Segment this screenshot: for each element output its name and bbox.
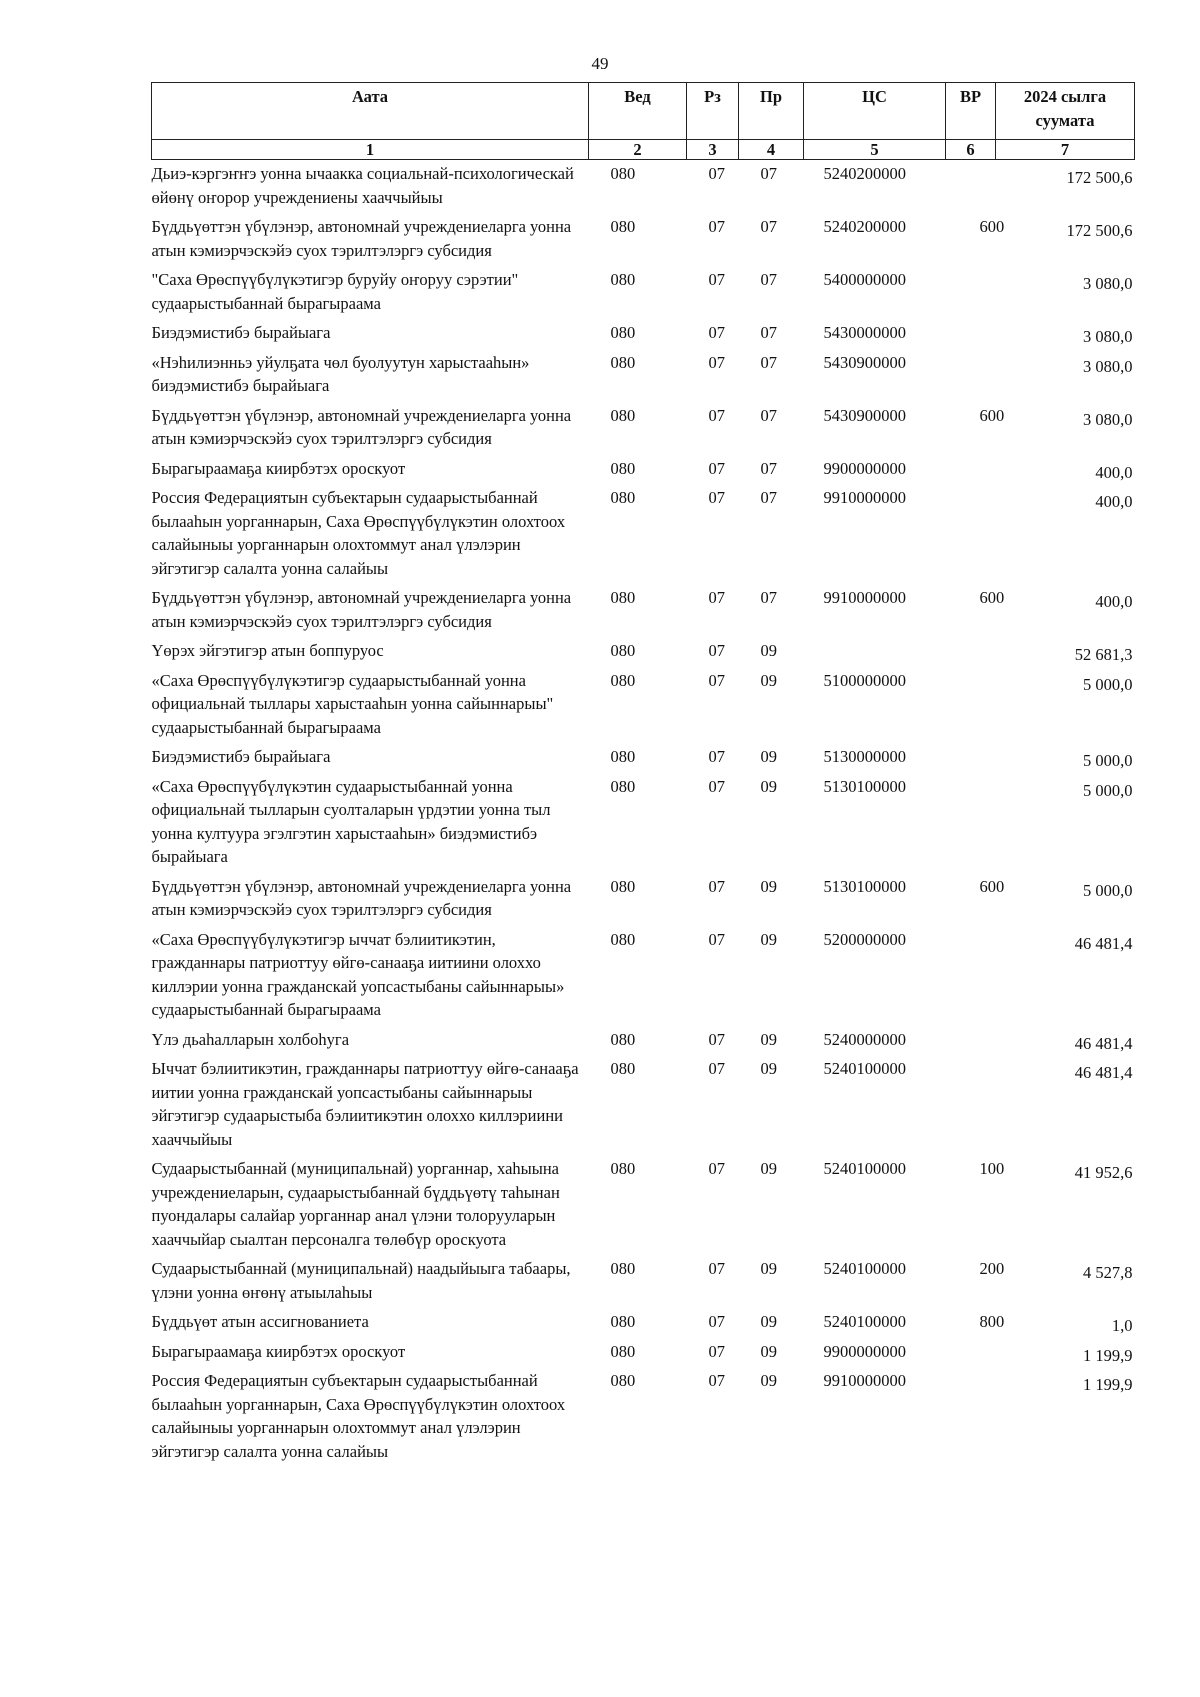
column-number: 3 <box>687 140 739 160</box>
row-cs-cell: 5240200000 <box>823 217 906 236</box>
row-sum-value: 1 199,9 <box>1083 1345 1133 1365</box>
row-name-cell: «Саха Өрөспүүбүлүкэтин судаарыстыбаннай уонна официальнай тылларын суолталарын үрдэтии уонна тыл уонна култуура эгэлгэтин харыстааһын» биэдэмистибэ бырайыага <box>151 776 551 866</box>
column-header-name: Аата <box>152 83 589 140</box>
row-cs-cell: 5130100000 <box>823 876 906 896</box>
row-pr-cell: 09 <box>760 747 777 766</box>
row-name-cell: Биэдэмистибэ бырайыага <box>151 323 331 342</box>
table-row <box>152 1367 1135 1467</box>
row-cs-cell: 5240100000 <box>823 1159 906 1178</box>
row-cs-cell: 5130000000 <box>823 747 906 766</box>
row-ved-cell: 080 <box>610 488 636 507</box>
row-ved-cell: 080 <box>610 876 636 896</box>
row-sum-value: 172 500,6 <box>1066 168 1133 187</box>
table-row <box>152 213 1135 266</box>
row-pr-cell: 07 <box>760 323 777 342</box>
row-name-cell: Дьиэ-кэргэҥҥэ уонна ычаакка социальнай-психологическай өйөнү оҥорор учреждениены хааччыйыы <box>151 164 574 207</box>
row-vr-cell <box>946 349 996 402</box>
table-row <box>152 349 1135 402</box>
row-pr-cell: 07 <box>760 270 777 289</box>
column-header-sum: 2024 сылга суумата <box>996 83 1135 140</box>
row-rz-cell: 07 <box>708 776 725 796</box>
row-cs-cell: 9900000000 <box>823 1341 906 1361</box>
row-vr-cell: 600 <box>979 588 1005 607</box>
row-rz-cell: 07 <box>708 670 725 690</box>
row-sum-cell <box>996 213 1135 266</box>
column-number: 4 <box>739 140 804 160</box>
table-row <box>152 160 1135 214</box>
column-header-pr: Пр <box>739 83 804 140</box>
row-sum-cell <box>996 484 1135 584</box>
row-sum-cell <box>996 1367 1135 1467</box>
row-rz-cell: 07 <box>708 929 725 949</box>
row-cs-cell: 9910000000 <box>823 1371 906 1390</box>
row-sum-value: 52 681,3 <box>1074 645 1133 664</box>
row-cs-cell: 5240100000 <box>823 1312 906 1331</box>
row-ved-cell: 080 <box>610 641 636 660</box>
column-number: 2 <box>589 140 687 160</box>
row-sum-value: 41 952,6 <box>1074 1163 1133 1182</box>
row-vr-cell <box>946 1026 996 1056</box>
row-sum-cell <box>996 1055 1135 1155</box>
table-row <box>152 1338 1135 1368</box>
row-ved-cell: 080 <box>610 1159 636 1178</box>
row-ved-cell: 080 <box>610 776 636 796</box>
row-sum-value: 46 481,4 <box>1074 933 1133 953</box>
row-name-cell: Бүддьүөт атын ассигнованиета <box>151 1312 369 1331</box>
column-number: 7 <box>996 140 1135 160</box>
row-sum-cell <box>996 1338 1135 1368</box>
row-vr-cell <box>946 773 996 873</box>
row-name-cell: Судаарыстыбаннай (муниципальнай) уорганнар, хаһыына учреждениеларын, судаарыстыбаннай бүддьүөтү таһынан пуондалары салайар уорганнар анал үлэни толорууларын хааччыйар сыалтан персоналга төлөбүр ороскуота <box>151 1159 560 1249</box>
row-vr-cell <box>946 455 996 485</box>
row-cs-cell: 9910000000 <box>823 488 906 507</box>
row-vr-cell <box>946 484 996 584</box>
row-rz-cell: 07 <box>708 1059 725 1078</box>
table-body <box>152 160 1135 1468</box>
row-sum-cell <box>996 1255 1135 1308</box>
column-header-rz: Рз <box>687 83 739 140</box>
row-sum-cell <box>996 1308 1135 1338</box>
row-pr-cell: 09 <box>760 641 777 660</box>
row-pr-cell: 09 <box>760 1259 777 1278</box>
table-row <box>152 667 1135 744</box>
row-pr-cell: 07 <box>760 217 777 236</box>
row-ved-cell: 080 <box>610 1259 636 1278</box>
row-ved-cell: 080 <box>610 670 636 690</box>
row-ved-cell: 080 <box>610 164 636 183</box>
row-sum-cell <box>996 402 1135 455</box>
row-sum-cell <box>996 455 1135 485</box>
table-row <box>152 1055 1135 1155</box>
row-sum-cell <box>996 584 1135 637</box>
row-name-cell: Биэдэмистибэ бырайыага <box>151 747 331 766</box>
table-row <box>152 484 1135 584</box>
row-sum-cell <box>996 160 1135 214</box>
row-sum-value: 1 199,9 <box>1083 1375 1133 1394</box>
row-vr-cell <box>946 667 996 744</box>
row-sum-value: 172 500,6 <box>1066 221 1133 240</box>
row-vr-cell <box>946 743 996 773</box>
row-pr-cell: 09 <box>760 670 777 690</box>
row-name-cell: Бүддьүөттэн үбүлэнэр, автономнай учреждениеларга уонна атын кэмиэрчэскэйэ суох тэрилтэлэргэ субсидия <box>151 876 572 919</box>
row-sum-value: 400,0 <box>1095 492 1133 511</box>
row-sum-value: 46 481,4 <box>1074 1033 1133 1053</box>
table-row <box>152 1155 1135 1255</box>
row-sum-value: 3 080,0 <box>1083 356 1133 376</box>
row-cs-cell: 5430000000 <box>823 323 906 342</box>
row-cs-cell: 5240000000 <box>823 1029 906 1049</box>
row-ved-cell: 080 <box>610 405 636 425</box>
row-sum-cell <box>996 637 1135 667</box>
row-cs-cell: 5400000000 <box>823 270 906 289</box>
row-pr-cell: 09 <box>760 776 777 796</box>
row-ved-cell: 080 <box>610 217 636 236</box>
table-row <box>152 773 1135 873</box>
row-cs-cell: 5240200000 <box>823 164 906 183</box>
column-number-row <box>152 140 1135 160</box>
row-ved-cell: 080 <box>610 270 636 289</box>
row-ved-cell: 080 <box>610 323 636 342</box>
row-vr-cell: 600 <box>979 405 1005 425</box>
row-vr-cell <box>946 266 996 319</box>
row-pr-cell: 09 <box>760 1159 777 1178</box>
row-sum-value: 400,0 <box>1095 592 1133 611</box>
row-cs-cell: 5100000000 <box>823 670 906 690</box>
row-rz-cell: 07 <box>708 270 725 289</box>
table-row <box>152 1026 1135 1056</box>
row-name-cell: Үлэ дьаһалларын холбоһуга <box>151 1029 350 1049</box>
table-row <box>152 873 1135 926</box>
row-name-cell: Судаарыстыбаннай (муниципальнай) наадыйыыга табаары, үлэни уонна өҥөнү атыылаһыы <box>151 1259 571 1302</box>
row-rz-cell: 07 <box>708 747 725 766</box>
row-ved-cell: 080 <box>610 1059 636 1078</box>
row-sum-cell <box>996 349 1135 402</box>
row-vr-cell <box>946 160 996 214</box>
row-rz-cell: 07 <box>708 876 725 896</box>
row-vr-cell <box>946 637 996 667</box>
table-row <box>152 319 1135 349</box>
table-row <box>152 455 1135 485</box>
row-name-cell: Бүддьүөттэн үбүлэнэр, автономнай учреждениеларга уонна атын кэмиэрчэскэйэ суох тэрилтэлэргэ субсидия <box>151 217 572 260</box>
row-name-cell: Үөрэх эйгэтигэр атын боппуруос <box>151 641 384 660</box>
table-row <box>152 402 1135 455</box>
row-sum-value: 3 080,0 <box>1083 327 1133 346</box>
row-cs-cell: 9910000000 <box>823 588 906 607</box>
row-pr-cell: 07 <box>760 488 777 507</box>
row-name-cell: «Нэһилиэнньэ уйулҕата чөл буолуутун харыстааһын» биэдэмистибэ бырайыага <box>151 352 530 395</box>
row-pr-cell: 07 <box>760 164 777 183</box>
row-rz-cell: 07 <box>708 164 725 183</box>
table-row <box>152 266 1135 319</box>
row-cs-cell: 5430900000 <box>823 405 906 425</box>
row-sum-cell <box>996 667 1135 744</box>
row-name-cell: Бүддьүөттэн үбүлэнэр, автономнай учреждениеларга уонна атын кэмиэрчэскэйэ суох тэрилтэлэргэ субсидия <box>151 405 572 448</box>
row-sum-cell <box>996 1026 1135 1056</box>
table-row <box>152 637 1135 667</box>
row-name-cell: Бүддьүөттэн үбүлэнэр, автономнай учреждениеларга уонна атын кэмиэрчэскэйэ суох тэрилтэлэргэ субсидия <box>151 588 572 631</box>
row-sum-value: 1,0 <box>1111 1316 1133 1335</box>
row-sum-value: 3 080,0 <box>1083 274 1133 293</box>
row-name-cell: «Саха Өрөспүүбүлүкэтигэр судаарыстыбаннай уонна официальнай тыллары харыстааһын уонна сайыннарыы" судаарыстыбаннай бырагыраама <box>151 670 554 737</box>
row-vr-cell <box>946 1338 996 1368</box>
row-name-cell: "Саха Өрөспүүбүлүкэтигэр буруйу оҥоруу сэрэтии" судаарыстыбаннай бырагыраама <box>151 270 519 313</box>
row-sum-value: 5 000,0 <box>1083 674 1133 694</box>
row-vr-cell: 600 <box>979 876 1005 896</box>
table-row <box>152 743 1135 773</box>
row-rz-cell: 07 <box>708 1259 725 1278</box>
page-number: 49 <box>591 54 609 73</box>
row-cs-cell: 5130100000 <box>823 776 906 796</box>
column-header-ved: Вед <box>589 83 687 140</box>
row-rz-cell: 07 <box>708 488 725 507</box>
row-sum-cell <box>996 319 1135 349</box>
row-vr-cell <box>946 1367 996 1467</box>
row-vr-cell <box>946 926 996 1026</box>
table-row <box>152 584 1135 637</box>
row-vr-cell: 600 <box>979 217 1005 236</box>
row-rz-cell: 07 <box>708 588 725 607</box>
row-rz-cell: 07 <box>708 1312 725 1331</box>
row-pr-cell: 09 <box>760 929 777 949</box>
row-vr-cell <box>946 319 996 349</box>
table-row <box>152 926 1135 1026</box>
row-sum-value: 5 000,0 <box>1083 780 1133 800</box>
row-ved-cell: 080 <box>610 352 636 372</box>
budget-table <box>151 82 1135 1467</box>
row-cs-cell <box>804 637 946 667</box>
row-rz-cell: 07 <box>708 352 725 372</box>
row-ved-cell: 080 <box>610 1312 636 1331</box>
column-number: 5 <box>804 140 946 160</box>
column-header-vr: ВР <box>946 83 996 140</box>
table-row <box>152 1255 1135 1308</box>
row-vr-cell <box>946 1055 996 1155</box>
row-cs-cell: 5240100000 <box>823 1059 906 1078</box>
row-name-cell: «Саха Өрөспүүбүлүкэтигэр ыччат бэлиитикэтин, гражданнары патриоттуу өйгө-санааҕа иитиини олоххо киллэрии уонна гражданскай уопсастыбаны сайыннарыы» судаарыстыбаннай бырагыраама <box>151 929 565 1019</box>
row-ved-cell: 080 <box>610 458 636 478</box>
row-pr-cell: 07 <box>760 352 777 372</box>
row-cs-cell: 5200000000 <box>823 929 906 949</box>
row-rz-cell: 07 <box>708 641 725 660</box>
row-ved-cell: 080 <box>610 588 636 607</box>
column-header-cs: ЦС <box>804 83 946 140</box>
row-pr-cell: 07 <box>760 405 777 425</box>
row-rz-cell: 07 <box>708 1029 725 1049</box>
row-sum-cell <box>996 926 1135 1026</box>
row-sum-value: 5 000,0 <box>1083 880 1133 900</box>
row-pr-cell: 09 <box>760 1341 777 1361</box>
row-name-cell: Россия Федерациятын субъектарын судаарыстыбаннай былааһын уорганнарын, Саха Өрөспүүбүлүкэтин олохтоох салайыныы уорганнарын олохтоммут анал үлэлэрин эйгэтигэр салалта уонна салайыы <box>151 1371 566 1461</box>
row-cs-cell: 5430900000 <box>823 352 906 372</box>
row-name-cell: Бырагыраамаҕа киирбэтэх ороскуот <box>151 1341 406 1361</box>
row-sum-cell <box>996 773 1135 873</box>
column-number: 1 <box>152 140 589 160</box>
row-vr-cell: 100 <box>979 1159 1005 1178</box>
row-ved-cell: 080 <box>610 1371 636 1390</box>
row-sum-value: 400,0 <box>1095 462 1133 482</box>
row-rz-cell: 07 <box>708 217 725 236</box>
row-pr-cell: 07 <box>760 588 777 607</box>
row-name-cell: Россия Федерациятын субъектарын судаарыстыбаннай былааһын уорганнарын, Саха Өрөспүүбүлүкэтин олохтоох салайыныы уорганнарын олохтоммут анал үлэлэрин эйгэтигэр салалта уонна салайыы <box>151 488 566 578</box>
row-rz-cell: 07 <box>708 323 725 342</box>
row-sum-cell <box>996 1155 1135 1255</box>
table-row <box>152 1308 1135 1338</box>
row-cs-cell: 9900000000 <box>823 458 906 478</box>
column-number: 6 <box>946 140 996 160</box>
row-ved-cell: 080 <box>610 1029 636 1049</box>
row-sum-value: 5 000,0 <box>1083 751 1133 770</box>
row-vr-cell: 800 <box>979 1312 1005 1331</box>
row-rz-cell: 07 <box>708 1159 725 1178</box>
row-name-cell: Бырагыраамаҕа киирбэтэх ороскуот <box>151 458 406 478</box>
row-rz-cell: 07 <box>708 1341 725 1361</box>
row-pr-cell: 09 <box>760 1312 777 1331</box>
row-sum-cell <box>996 873 1135 926</box>
row-vr-cell: 200 <box>979 1259 1005 1278</box>
row-name-cell: Ыччат бэлиитикэтин, гражданнары патриоттуу өйгө-санааҕа иитии уонна гражданскай уопсастыбаны сайыннарыы эйгэтигэр судаарыстыба бэлиитикэтин олоххо киллэриини хааччыйыы <box>151 1059 579 1149</box>
row-sum-value: 4 527,8 <box>1083 1263 1133 1282</box>
row-rz-cell: 07 <box>708 405 725 425</box>
row-pr-cell: 09 <box>760 876 777 896</box>
row-ved-cell: 080 <box>610 747 636 766</box>
row-ved-cell: 080 <box>610 929 636 949</box>
row-pr-cell: 07 <box>760 458 777 478</box>
row-ved-cell: 080 <box>610 1341 636 1361</box>
header-row <box>152 83 1135 140</box>
row-sum-value: 46 481,4 <box>1074 1063 1133 1082</box>
row-sum-cell <box>996 743 1135 773</box>
row-sum-cell <box>996 266 1135 319</box>
row-rz-cell: 07 <box>708 1371 725 1390</box>
row-pr-cell: 09 <box>760 1059 777 1078</box>
row-cs-cell: 5240100000 <box>823 1259 906 1278</box>
row-rz-cell: 07 <box>708 458 725 478</box>
row-pr-cell: 09 <box>760 1371 777 1390</box>
row-sum-value: 3 080,0 <box>1083 409 1133 429</box>
row-pr-cell: 09 <box>760 1029 777 1049</box>
